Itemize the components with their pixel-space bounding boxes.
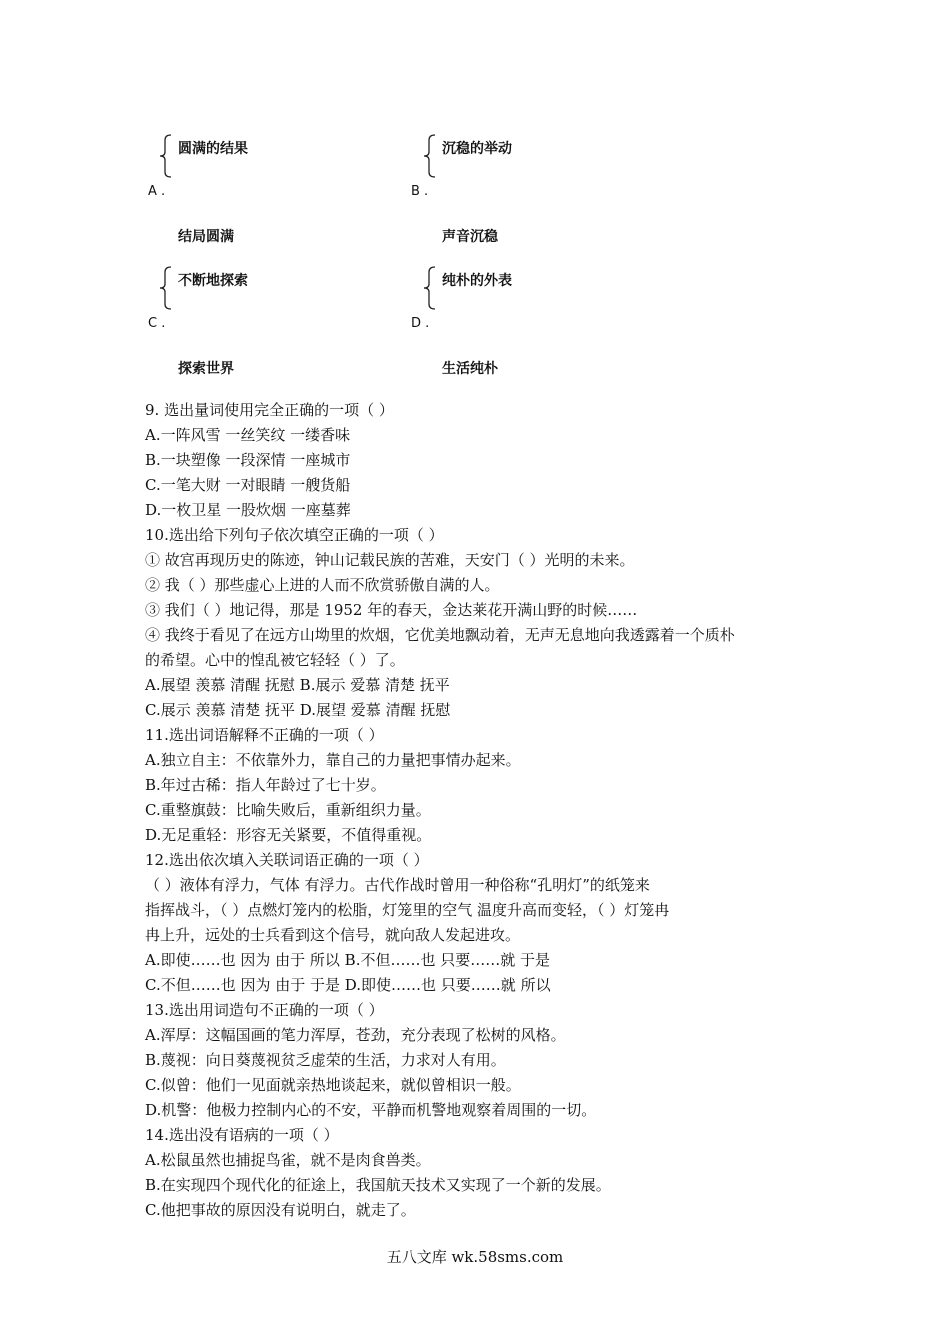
q10-options-ab: A.展望 羡慕 清醒 抚慰 B.展示 爱慕 清楚 抚平 [145,676,450,694]
option-d-top: 纯朴的外表 [442,273,512,289]
q11-stem: 11.选出词语解释不正确的一项（ ） [145,726,384,744]
q14-option-a: A.松鼠虽然也捕捉鸟雀，就不是肉食兽类。 [145,1151,431,1169]
q10-sentence-4: ④ 我终于看见了在远方山坳里的炊烟，它优美地飘动着，无声无息地向我透露着一个质朴 [145,626,735,644]
q10-sentence-4-cont: 的希望。心中的惶乱被它轻轻（ ）了。 [145,651,405,669]
option-d-letter: D . [411,316,430,331]
brace-icon [159,266,173,310]
q14-option-c: C.他把事故的原因没有说明白，就走了。 [145,1201,416,1219]
q9-option-c: C.一笔大财 一对眼睛 一艘货船 [145,476,351,494]
q12-passage-3: 冉上升，远处的士兵看到这个信号，就向敌人发起进攻。 [145,926,521,944]
q9-option-b: B.一块塑像 一段深情 一座城市 [145,451,351,469]
option-d-bottom: 生活纯朴 [442,361,498,377]
q11-option-b: B.年过古稀：指人年龄过了七十岁。 [145,776,386,794]
q12-passage-2: 指挥战斗，（ ）点燃灯笼内的松脂，灯笼里的空气 温度升高而变轻，（ ）灯笼冉 [145,901,670,919]
option-a-top: 圆满的结果 [178,141,248,157]
q10-sentence-2: ② 我（ ）那些虚心上进的人而不欣赏骄傲自满的人。 [145,576,500,594]
option-a-bottom: 结局圆满 [178,229,234,245]
q9-option-a: A.一阵风雪 一丝笑纹 一缕香味 [145,426,351,444]
q14-option-b: B.在实现四个现代化的征途上，我国航天技术又实现了一个新的发展。 [145,1176,611,1194]
q10-options-cd: C.展示 羡慕 清楚 抚平 D.展望 爱慕 清醒 抚慰 [145,701,451,719]
option-a-letter: A . [148,184,166,199]
brace-icon [423,266,437,310]
page-footer: 五八文库 wk.58sms.com [386,1248,564,1266]
q11-option-c: C.重整旗鼓：比喻失败后，重新组织力量。 [145,801,431,819]
option-c-top: 不断地探索 [178,273,248,289]
q13-option-a: A.浑厚：这幅国画的笔力浑厚，苍劲，充分表现了松树的风格。 [145,1026,566,1044]
option-c-letter: C . [148,316,166,331]
q10-sentence-1: ① 故宫再现历史的陈迹，钟山记载民族的苦难，天安门（ ）光明的未来。 [145,551,635,569]
option-b-top: 沉稳的举动 [442,141,512,157]
q10-stem: 10.选出给下列句子依次填空正确的一项（ ） [145,526,444,544]
q10-sentence-3: ③ 我们（ ）地记得，那是 1952 年的春天，金达莱花开满山野的时候…… [145,601,638,619]
q14-stem: 14.选出没有语病的一项（ ） [145,1126,339,1144]
option-b-letter: B . [411,184,429,199]
q13-stem: 13.选出用词造句不正确的一项（ ） [145,1001,384,1019]
option-b-bottom: 声音沉稳 [442,229,498,245]
q13-option-d: D.机警：他极力控制内心的不安，平静而机警地观察着周围的一切。 [145,1101,597,1119]
q12-options-ab: A.即使……也 因为 由于 所以 B.不但……也 只要……就 于是 [145,951,551,969]
option-c-bottom: 探索世界 [178,361,234,377]
q12-options-cd: C.不但……也 因为 由于 于是 D.即使……也 只要……就 所以 [145,976,551,994]
q13-option-b: B.蔑视：向日葵蔑视贫乏虚荣的生活，力求对人有用。 [145,1051,506,1069]
q11-option-d: D.无足重轻：形容无关紧要，不值得重视。 [145,826,432,844]
q12-passage-1: （ ）液体有浮力，气体 有浮力。古代作战时曾用一种俗称“孔明灯”的纸笼来 [145,876,650,894]
q12-stem: 12.选出依次填入关联词语正确的一项（ ） [145,851,429,869]
brace-icon [159,134,173,178]
q13-option-c: C.似曾：他们一见面就亲热地谈起来，就似曾相识一般。 [145,1076,521,1094]
q11-option-a: A.独立自主：不依靠外力，靠自己的力量把事情办起来。 [145,751,521,769]
q9-stem: 9. 选出量词使用完全正确的一项（ ） [145,401,394,419]
q9-option-d: D.一枚卫星 一股炊烟 一座墓葬 [145,501,351,519]
brace-icon [423,134,437,178]
